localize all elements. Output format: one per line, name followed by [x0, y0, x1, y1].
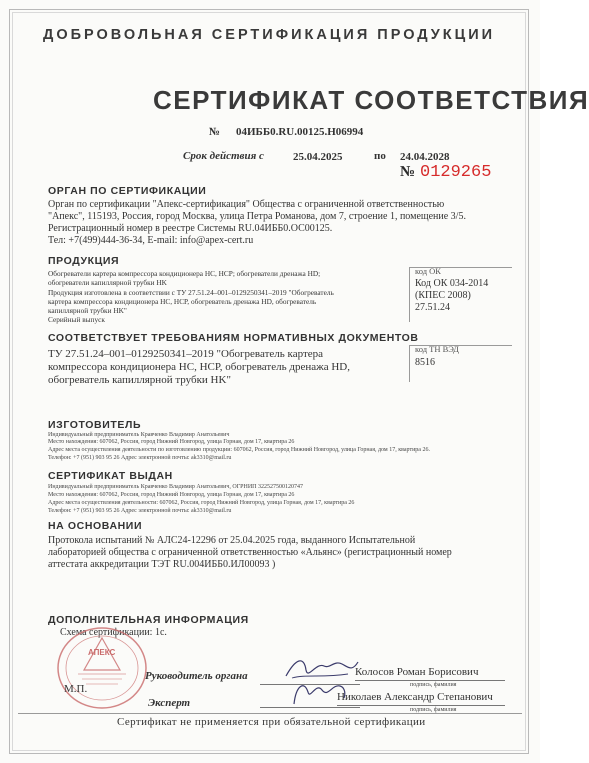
head-name-line — [355, 680, 505, 681]
serial-number: 0129265 — [420, 163, 492, 182]
certification-body-line: Орган по сертификации "Апекс-сертификация" Общества с ограниченной ответственностью — [48, 199, 445, 210]
head-of-body-label: Руководитель органа — [145, 670, 248, 682]
basis-line: аттестата аккредитации ТЭТ RU.004ИББ0.ИЛ00093 ) — [48, 559, 276, 570]
product-line: Продукция изготовлена в соответствии с ТУ 27.51.24–001–0129250341–2019 "Обогреватель — [48, 288, 334, 297]
valid-to: 24.04.2028 — [400, 151, 450, 163]
section-title-requirements: СООТВЕТСТВУЕТ ТРЕБОВАНИЯМ НОРМАТИВНЫХ ДОКУМЕНТОВ — [48, 332, 419, 344]
expert-label: Эксперт — [148, 697, 191, 709]
section-title-manufacturer: ИЗГОТОВИТЕЛЬ — [48, 419, 142, 431]
requirements-line: обогреватель капиллярной трубки HK" — [48, 374, 231, 386]
header-voluntary-certification: ДОБРОВОЛЬНАЯ СЕРТИФИКАЦИЯ ПРОДУКЦИИ — [43, 27, 496, 43]
number-label: № — [209, 126, 221, 138]
expert-name: Николаев Александр Степанович — [337, 691, 493, 703]
footer-divider — [18, 713, 522, 714]
basis-line: Протокола испытаний № АЛС24-12296 от 25.04.2025 года, выданного Испытательной — [48, 535, 416, 546]
issued-line: Адрес места осуществления деятельности: 607062, Россия, город Нижний Новгород, улица Горная, дом 17, квартира 26 — [48, 500, 355, 506]
issued-line: Индивидуальный предприниматель Кравченко Владимир Анатольевич, ОГРНИП 322527500120747 — [48, 484, 304, 490]
manufacturer-line: Индивидуальный предприниматель Кравченко Владимир Анатольевич — [48, 432, 230, 438]
issued-line: Телефон: +7 (951) 903 95 26 Адрес электронной почты: ak3310@mail.ru — [48, 508, 232, 514]
certification-body-line: Регистрационный номер в реестре Системы RU.04ИББ0.ОС00125. — [48, 223, 333, 234]
section-title-certification-body: ОРГАН ПО СЕРТИФИКАЦИИ — [48, 185, 207, 197]
tn-ved-code-label: код ТН ВЭД — [415, 344, 459, 354]
section-title-basis: НА ОСНОВАНИИ — [48, 520, 143, 532]
valid-to-label: по — [374, 150, 386, 162]
requirements-line: компрессора кондиционера HC, HCP, обогреватель дренажа HD, — [48, 361, 350, 373]
tn-ved-code-value: 8516 — [415, 357, 435, 368]
product-line: картера компрессора кондиционера HC, HCP, обогреватель дренажа HD, обогреватель — [48, 297, 317, 306]
manufacturer-line: Место нахождения: 607062, Россия, город Нижний Новгород, улица Горная, дом 17, квартира 26 — [48, 439, 295, 445]
product-line: Обогреватели картера компрессора кондиционера HC, HCP; обогреватели дренажа HD; — [48, 269, 321, 278]
manufacturer-line: Телефон: +7 (951) 903 95 26 Адрес электронной почты: ak3310@mail.ru — [48, 455, 232, 461]
section-title-product: ПРОДУКЦИЯ — [48, 255, 120, 267]
certification-body-line: "Апекс", 115193, Россия, город Москва, улица Петра Романова, дом 7, строение 1, помещение 3/5. — [48, 211, 466, 222]
section-title-issued: СЕРТИФИКАТ ВЫДАН — [48, 470, 173, 482]
signature-caption: подпись, фамилия — [410, 707, 457, 713]
certification-body-line: Тел: +7(499)444-36-34, E-mail: info@apex-cert.ru — [48, 235, 254, 246]
manufacturer-line: Адрес места осуществления деятельности по изготовлению продукции: 607062, Россия, город Нижний Новгород, улица Горная, дом 17, квартира 26. — [48, 447, 430, 453]
stamp-text: АПЕКС — [88, 648, 116, 657]
product-code-label: код ОК — [415, 266, 441, 276]
footer-note: Сертификат не применяется при обязательной сертификации — [117, 716, 426, 728]
certificate-title: СЕРТИФИКАТ СООТВЕТСТВИЯ — [153, 85, 589, 115]
valid-from: 25.04.2025 — [293, 151, 343, 163]
stamp-place-label: М.П. — [64, 683, 88, 695]
product-line: обогреватели капиллярной трубки HK — [48, 278, 167, 287]
signature-caption: подпись, фамилия — [410, 682, 457, 688]
product-line: капиллярной трубки HK" — [48, 306, 127, 315]
issued-line: Место нахождения: 607062, Россия, город Нижний Новгород, улица Горная, дом 17, квартира 26 — [48, 492, 295, 498]
requirements-line: ТУ 27.51.24–001–0129250341–2019 "Обогреватель картера — [48, 348, 324, 360]
product-line: Серийный выпуск — [48, 315, 105, 324]
basis-line: лабораторией общества с ограниченной ответственностью «Альянс» (регистрационный номер — [48, 547, 452, 558]
certification-scheme: Схема сертификации: 1с. — [60, 627, 167, 638]
product-code-value: (КПЕС 2008) — [415, 290, 471, 301]
section-title-additional-info: ДОПОЛНИТЕЛЬНАЯ ИНФОРМАЦИЯ — [48, 614, 249, 626]
seal-stamp-icon — [54, 624, 150, 712]
head-of-body-name: Колосов Роман Борисович — [355, 666, 479, 678]
expert-name-line — [337, 705, 505, 706]
serial-number-label: № — [400, 164, 416, 180]
product-code-value: Код ОК 034-2014 — [415, 278, 489, 289]
certificate-number: 04ИББ0.RU.00125.H06994 — [236, 126, 364, 138]
expert-signature-line — [260, 707, 360, 708]
validity-label: Срок действия с — [183, 150, 264, 162]
product-code-value: 27.51.24 — [415, 302, 450, 313]
